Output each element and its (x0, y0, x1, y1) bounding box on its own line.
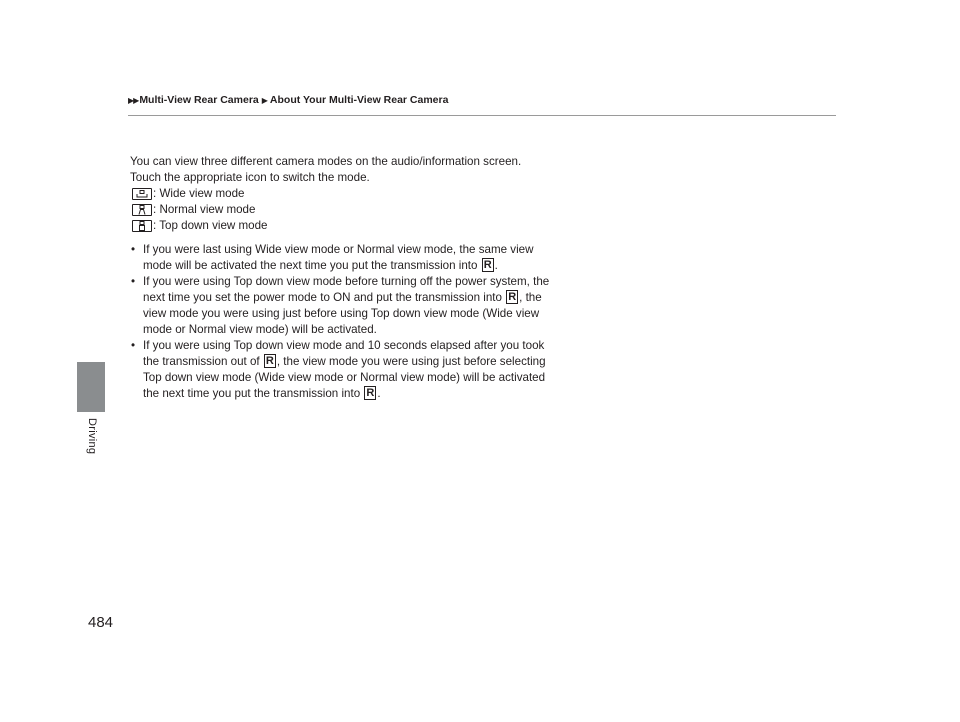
main-content (130, 154, 570, 402)
bullet-item: • If you were using Top down view mode and 10 seconds elapsed after you took the transmission out of R , the view mode you were using just before selecting Top down view mode (Wide view mode or Normal view mode) will be activated the next time you put the transmission into R . (131, 339, 546, 400)
bullet-dot-icon: • (131, 243, 136, 256)
breadcrumb-item-about[interactable]: About Your Multi-View Rear Camera (269, 94, 449, 106)
mode-label-wide: : Wide view mode (153, 187, 245, 200)
bullet-dot-icon: • (131, 339, 136, 352)
bullet-item: • If you were using Top down view mode before turning off the power system, the next time you set the power mode to ON and put the transmission into R , the view mode you were using just before using Top down view mode (Wide view mode or Normal view mode) will be activated. (131, 275, 550, 336)
top-down-view-icon (132, 220, 152, 232)
arrow-icon: ▶ (261, 95, 268, 105)
mode-item-top-down (130, 218, 570, 234)
mode-label-top-down: : Top down view mode (153, 219, 268, 232)
bullet-list (130, 242, 570, 402)
bullet-dot-icon: • (131, 275, 136, 288)
header-divider (128, 115, 836, 116)
double-arrow-icon: ▶▶ (128, 95, 139, 105)
mode-label-normal: : Normal view mode (153, 203, 256, 216)
mode-item-wide (130, 186, 570, 202)
breadcrumb-item-multi-view-rear-camera[interactable]: Multi-View Rear Camera (139, 94, 259, 106)
reverse-gear-key-icon: R (366, 386, 375, 399)
intro-line-1: You can view three different camera modes on the audio/information screen. (130, 155, 522, 168)
section-label: Driving (86, 418, 98, 455)
reverse-gear-key-icon: R (483, 258, 492, 271)
breadcrumb (128, 94, 448, 106)
reverse-gear-key-icon: R (508, 290, 517, 303)
normal-view-icon (132, 204, 152, 216)
reverse-gear-key-icon: R (265, 354, 274, 367)
wide-view-icon (132, 188, 152, 200)
page-number: 484 (88, 614, 114, 631)
section-tab (77, 362, 105, 412)
mode-item-normal (130, 202, 570, 218)
bullet-item: • If you were last using Wide view mode or Normal view mode, the same view mode will be activated the next time you put the transmission into R . (131, 243, 534, 272)
intro-line-2: Touch the appropriate icon to switch the mode. (130, 171, 370, 184)
